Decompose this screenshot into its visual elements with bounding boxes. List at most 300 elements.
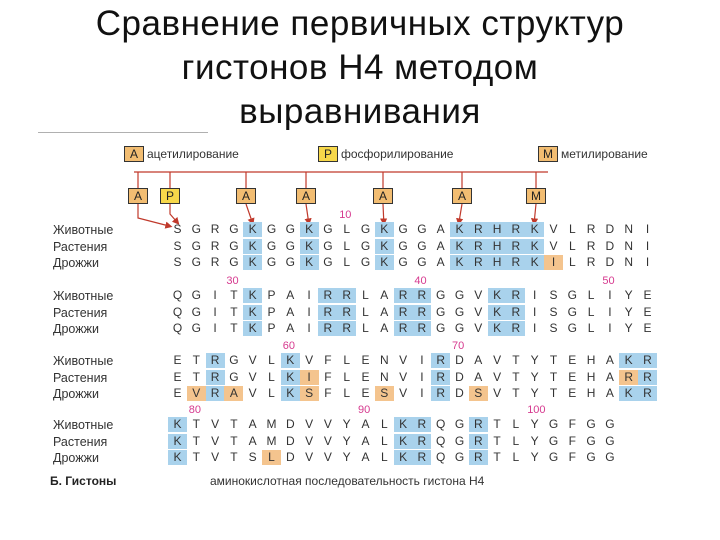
amino-acid-residue: T bbox=[192, 369, 200, 384]
modification-arrow bbox=[306, 204, 309, 222]
modification-arrow bbox=[459, 204, 462, 222]
amino-acid-residue: V bbox=[474, 321, 483, 335]
amino-acid-residue: R bbox=[318, 321, 337, 336]
modification-phospho-box: P bbox=[160, 188, 180, 204]
amino-acid-residue: Y bbox=[624, 321, 633, 335]
amino-acid-residue: R bbox=[318, 288, 337, 303]
amino-acid-residue: L bbox=[343, 238, 351, 253]
amino-acid-residue: G bbox=[436, 321, 446, 335]
amino-acid-residue: I bbox=[533, 288, 537, 302]
amino-acid-residue: G bbox=[229, 222, 239, 236]
legend-acetyl-box: A bbox=[124, 146, 144, 162]
amino-acid-residue: I bbox=[645, 255, 650, 269]
amino-acid-residue: K bbox=[450, 222, 469, 237]
amino-acid-residue: H bbox=[586, 386, 596, 400]
amino-acid-residue: K bbox=[619, 353, 638, 368]
modification-acetyl-box: A bbox=[236, 188, 256, 204]
amino-acid-residue: V bbox=[399, 386, 408, 400]
amino-acid-residue: I bbox=[307, 288, 311, 302]
amino-acid-residue: K bbox=[525, 239, 544, 254]
amino-acid-residue: Y bbox=[530, 417, 539, 431]
amino-acid-residue: L bbox=[512, 450, 520, 464]
amino-acid-residue: K bbox=[300, 255, 319, 270]
amino-acid-residue: K bbox=[375, 222, 394, 237]
species-label: Животные bbox=[53, 289, 114, 303]
amino-acid-residue: K bbox=[619, 386, 638, 401]
amino-acid-residue: R bbox=[394, 288, 413, 303]
legend-methyl-label: метилирование bbox=[561, 147, 648, 161]
amino-acid-residue: R bbox=[506, 239, 525, 254]
amino-acid-residue: R bbox=[638, 353, 657, 368]
residue-position-number: 50 bbox=[602, 275, 615, 287]
amino-acid-residue: K bbox=[488, 321, 507, 336]
amino-acid-residue: S bbox=[375, 386, 394, 401]
amino-acid-residue: G bbox=[229, 353, 239, 367]
amino-acid-residue: V bbox=[305, 450, 314, 464]
amino-acid-residue: L bbox=[268, 353, 275, 367]
amino-acid-residue: Y bbox=[624, 304, 633, 319]
amino-acid-residue: G bbox=[398, 222, 408, 236]
amino-acid-residue: E bbox=[173, 369, 182, 384]
amino-acid-residue: H bbox=[586, 353, 596, 367]
amino-acid-residue: R bbox=[206, 353, 225, 368]
amino-acid-residue: K bbox=[488, 288, 507, 303]
amino-acid-residue: R bbox=[394, 321, 413, 336]
amino-acid-residue: G bbox=[567, 304, 577, 319]
modification-acetyl-box: A bbox=[128, 188, 148, 204]
amino-acid-residue: N bbox=[624, 222, 634, 236]
amino-acid-residue: K bbox=[243, 239, 262, 254]
amino-acid-residue: G bbox=[191, 288, 201, 302]
amino-acid-residue: Q bbox=[436, 450, 446, 464]
amino-acid-residue: V bbox=[211, 433, 220, 448]
amino-acid-residue: L bbox=[343, 369, 351, 384]
amino-acid-residue: F bbox=[568, 433, 576, 448]
amino-acid-residue: R bbox=[412, 305, 431, 320]
amino-acid-residue: V bbox=[248, 369, 257, 384]
amino-acid-residue: G bbox=[605, 450, 615, 464]
modification-arrow bbox=[383, 204, 384, 222]
amino-acid-residue: G bbox=[417, 255, 427, 269]
amino-acid-residue: G bbox=[229, 369, 239, 384]
amino-acid-residue: T bbox=[230, 433, 238, 448]
amino-acid-residue: F bbox=[324, 369, 332, 384]
amino-acid-residue: Y bbox=[530, 386, 539, 400]
amino-acid-residue: L bbox=[380, 433, 388, 448]
amino-acid-residue: F bbox=[324, 386, 332, 400]
amino-acid-residue: N bbox=[379, 369, 389, 384]
amino-acid-residue: Q bbox=[172, 321, 183, 335]
species-label: Дрожжи bbox=[53, 451, 99, 465]
amino-acid-residue: D bbox=[455, 369, 464, 384]
amino-acid-residue: T bbox=[230, 417, 238, 431]
amino-acid-residue: T bbox=[230, 304, 238, 319]
amino-acid-residue: Y bbox=[530, 450, 539, 464]
title-line-3: выравнивания bbox=[239, 92, 481, 130]
modification-acetyl-box: A bbox=[452, 188, 472, 204]
amino-acid-residue: K bbox=[375, 239, 394, 254]
amino-acid-residue: N bbox=[624, 238, 634, 253]
amino-acid-residue: K bbox=[168, 434, 187, 449]
amino-acid-residue: A bbox=[380, 321, 389, 335]
amino-acid-residue: R bbox=[412, 417, 431, 432]
amino-acid-residue: G bbox=[360, 238, 371, 253]
title-line-1: Сравнение первичных структур bbox=[95, 4, 625, 43]
legend-acetyl-label: ацетилирование bbox=[147, 147, 239, 161]
amino-acid-residue: A bbox=[436, 255, 445, 269]
amino-acid-residue: E bbox=[643, 304, 652, 319]
amino-acid-residue: D bbox=[605, 222, 615, 236]
amino-acid-residue: V bbox=[549, 222, 558, 236]
legend-methyl-box: M bbox=[538, 146, 558, 162]
amino-acid-residue: L bbox=[512, 417, 520, 431]
amino-acid-residue: S bbox=[300, 386, 319, 401]
amino-acid-residue: A bbox=[248, 433, 257, 448]
amino-acid-residue: R bbox=[619, 370, 638, 385]
amino-acid-residue: E bbox=[643, 321, 652, 335]
amino-acid-residue: V bbox=[211, 417, 220, 431]
amino-acid-residue: G bbox=[285, 222, 295, 236]
modification-acetyl-box: A bbox=[296, 188, 316, 204]
amino-acid-residue: G bbox=[323, 255, 333, 269]
amino-acid-residue: V bbox=[248, 386, 257, 400]
amino-acid-residue: I bbox=[533, 321, 537, 335]
amino-acid-residue: T bbox=[192, 353, 200, 367]
amino-acid-residue: G bbox=[567, 321, 577, 335]
amino-acid-residue: R bbox=[337, 305, 356, 320]
amino-acid-residue: G bbox=[454, 321, 465, 335]
amino-acid-residue: K bbox=[450, 239, 469, 254]
amino-acid-residue: G bbox=[605, 433, 615, 448]
amino-acid-residue: A bbox=[286, 304, 295, 319]
amino-acid-residue: G bbox=[454, 304, 465, 319]
amino-acid-residue: L bbox=[343, 255, 351, 269]
amino-acid-residue: T bbox=[493, 433, 501, 448]
species-label: Растения bbox=[53, 434, 108, 449]
amino-acid-residue: D bbox=[285, 433, 295, 448]
amino-acid-residue: Y bbox=[530, 433, 539, 448]
amino-acid-residue: S bbox=[549, 304, 558, 319]
amino-acid-residue: A bbox=[380, 288, 389, 302]
amino-acid-residue: V bbox=[323, 417, 332, 431]
amino-acid-residue: V bbox=[549, 238, 558, 253]
amino-acid-residue: I bbox=[307, 321, 311, 335]
amino-acid-residue: T bbox=[230, 321, 238, 335]
amino-acid-residue: M bbox=[266, 433, 277, 448]
species-label: Дрожжи bbox=[53, 322, 99, 336]
amino-acid-residue: G bbox=[454, 288, 465, 302]
amino-acid-residue: G bbox=[454, 433, 465, 448]
amino-acid-residue: V bbox=[211, 450, 220, 464]
amino-acid-residue: V bbox=[305, 353, 314, 367]
amino-acid-residue: K bbox=[168, 450, 187, 465]
amino-acid-residue: Y bbox=[342, 417, 351, 431]
amino-acid-residue: E bbox=[361, 353, 370, 367]
amino-acid-residue: T bbox=[493, 450, 501, 464]
amino-acid-residue: A bbox=[605, 353, 614, 367]
amino-acid-residue: S bbox=[248, 450, 257, 464]
amino-acid-residue: R bbox=[318, 305, 337, 320]
amino-acid-residue: G bbox=[548, 433, 559, 448]
amino-acid-residue: T bbox=[192, 417, 200, 431]
amino-acid-residue: L bbox=[587, 321, 595, 335]
figure-caption-text: аминокислотная последовательность гистона Н4 bbox=[210, 474, 485, 488]
modification-arrow bbox=[246, 204, 252, 222]
modification-methyl-box: M bbox=[526, 188, 546, 204]
amino-acid-residue: G bbox=[548, 417, 559, 431]
amino-acid-residue: L bbox=[587, 288, 595, 302]
amino-acid-residue: G bbox=[586, 417, 596, 431]
amino-acid-residue: E bbox=[568, 369, 577, 384]
species-label: Растения bbox=[53, 239, 108, 254]
amino-acid-residue: R bbox=[337, 321, 356, 336]
amino-acid-residue: E bbox=[568, 386, 577, 400]
amino-acid-residue: D bbox=[455, 353, 464, 367]
amino-acid-residue: Q bbox=[436, 433, 446, 448]
amino-acid-residue: S bbox=[469, 386, 488, 401]
species-label: Животные bbox=[53, 354, 114, 368]
amino-acid-residue: K bbox=[281, 353, 300, 368]
amino-acid-residue: G bbox=[360, 255, 371, 269]
amino-acid-residue: I bbox=[533, 304, 537, 319]
amino-acid-residue: K bbox=[168, 417, 187, 432]
amino-acid-residue: G bbox=[586, 450, 596, 464]
amino-acid-residue: L bbox=[362, 321, 369, 335]
residue-position-number: 100 bbox=[527, 404, 546, 416]
amino-acid-residue: A bbox=[224, 386, 243, 401]
residue-position-number: 90 bbox=[358, 404, 371, 416]
amino-acid-residue: L bbox=[268, 369, 275, 384]
amino-acid-residue: H bbox=[488, 239, 507, 254]
amino-acid-residue: E bbox=[361, 386, 370, 400]
amino-acid-residue: R bbox=[506, 288, 525, 303]
amino-acid-residue: D bbox=[285, 417, 295, 431]
amino-acid-residue: K bbox=[525, 255, 544, 270]
amino-acid-residue: G bbox=[417, 238, 427, 253]
amino-acid-residue: I bbox=[213, 321, 217, 335]
amino-acid-residue: G bbox=[191, 321, 201, 335]
amino-acid-residue: R bbox=[206, 370, 225, 385]
amino-acid-residue: I bbox=[213, 288, 217, 302]
amino-acid-residue: Y bbox=[342, 450, 351, 464]
amino-acid-residue: A bbox=[436, 222, 445, 236]
amino-acid-residue: H bbox=[488, 222, 507, 237]
species-label: Растения bbox=[53, 370, 108, 385]
amino-acid-residue: R bbox=[431, 386, 450, 401]
amino-acid-residue: G bbox=[191, 255, 201, 269]
amino-acid-residue: R bbox=[506, 255, 525, 270]
amino-acid-residue: K bbox=[300, 239, 319, 254]
amino-acid-residue: V bbox=[474, 288, 483, 302]
amino-acid-residue: G bbox=[285, 255, 295, 269]
amino-acid-residue: K bbox=[243, 288, 262, 303]
amino-acid-residue: K bbox=[243, 305, 262, 320]
amino-acid-residue: R bbox=[412, 434, 431, 449]
amino-acid-residue: R bbox=[412, 450, 431, 465]
amino-acid-residue: G bbox=[266, 222, 277, 236]
amino-acid-residue: G bbox=[360, 222, 371, 236]
amino-acid-residue: G bbox=[398, 255, 408, 269]
amino-acid-residue: F bbox=[568, 417, 576, 431]
amino-acid-residue: V bbox=[323, 433, 332, 448]
amino-acid-residue: Q bbox=[172, 288, 183, 302]
amino-acid-residue: Y bbox=[530, 369, 539, 384]
amino-acid-residue: A bbox=[361, 450, 370, 464]
amino-acid-residue: R bbox=[469, 239, 488, 254]
amino-acid-residue: L bbox=[512, 433, 520, 448]
amino-acid-residue: I bbox=[608, 288, 612, 302]
amino-acid-residue: T bbox=[230, 288, 238, 302]
amino-acid-residue: T bbox=[512, 353, 520, 367]
amino-acid-residue: K bbox=[394, 450, 413, 465]
amino-acid-residue: G bbox=[229, 238, 239, 253]
amino-acid-residue: R bbox=[586, 222, 596, 236]
amino-acid-residue: K bbox=[394, 417, 413, 432]
amino-acid-residue: G bbox=[323, 222, 333, 236]
amino-acid-residue: M bbox=[266, 417, 277, 431]
amino-acid-residue: K bbox=[300, 222, 319, 237]
amino-acid-residue: G bbox=[454, 417, 465, 431]
amino-acid-residue: A bbox=[361, 433, 370, 448]
amino-acid-residue: A bbox=[286, 321, 295, 335]
amino-acid-residue: D bbox=[605, 255, 615, 269]
amino-acid-residue: R bbox=[431, 353, 450, 368]
amino-acid-residue: L bbox=[380, 417, 388, 431]
amino-acid-residue: R bbox=[210, 238, 220, 253]
amino-acid-residue: Y bbox=[624, 288, 633, 302]
amino-acid-residue: S bbox=[549, 321, 558, 335]
amino-acid-residue: I bbox=[608, 304, 612, 319]
amino-acid-residue: K bbox=[488, 305, 507, 320]
amino-acid-residue: G bbox=[285, 238, 295, 253]
amino-acid-residue: H bbox=[488, 255, 507, 270]
amino-acid-residue: R bbox=[469, 434, 488, 449]
amino-acid-residue: G bbox=[266, 255, 277, 269]
amino-acid-residue: P bbox=[267, 321, 276, 335]
amino-acid-residue: G bbox=[266, 238, 277, 253]
amino-acid-residue: A bbox=[380, 304, 389, 319]
amino-acid-residue: G bbox=[605, 417, 615, 431]
residue-position-number: 70 bbox=[452, 340, 465, 352]
amino-acid-residue: R bbox=[586, 255, 596, 269]
amino-acid-residue: D bbox=[605, 238, 615, 253]
amino-acid-residue: L bbox=[343, 222, 351, 236]
residue-position-number: 80 bbox=[188, 404, 202, 416]
amino-acid-residue: I bbox=[544, 255, 563, 270]
amino-acid-residue: A bbox=[361, 417, 370, 431]
amino-acid-residue: R bbox=[506, 321, 525, 336]
amino-acid-residue: A bbox=[605, 369, 614, 384]
amino-acid-residue: V bbox=[474, 304, 483, 319]
amino-acid-residue: G bbox=[567, 288, 577, 302]
amino-acid-residue: E bbox=[568, 353, 577, 367]
modification-acetyl-box: A bbox=[373, 188, 393, 204]
amino-acid-residue: I bbox=[213, 304, 217, 319]
amino-acid-residue: S bbox=[173, 255, 182, 269]
amino-acid-residue: N bbox=[379, 353, 389, 367]
amino-acid-residue: K bbox=[243, 321, 262, 336]
figure-caption-label: Б. Гистоны bbox=[50, 474, 117, 488]
amino-acid-residue: T bbox=[493, 417, 501, 431]
amino-acid-residue: T bbox=[192, 433, 200, 448]
amino-acid-residue: V bbox=[323, 450, 332, 464]
amino-acid-residue: I bbox=[420, 353, 424, 367]
amino-acid-residue: T bbox=[549, 386, 558, 400]
amino-acid-residue: R bbox=[412, 288, 431, 303]
amino-acid-residue: V bbox=[399, 369, 408, 384]
title-line-2: гистонов Н4 методом bbox=[181, 48, 539, 87]
amino-acid-residue: G bbox=[417, 222, 427, 236]
amino-acid-residue: V bbox=[187, 386, 206, 401]
amino-acid-residue: K bbox=[281, 370, 300, 385]
residue-position-number: 40 bbox=[414, 275, 427, 287]
amino-acid-residue: R bbox=[469, 255, 488, 270]
amino-acid-residue: E bbox=[173, 386, 182, 400]
amino-acid-residue: R bbox=[206, 386, 225, 401]
amino-acid-residue: R bbox=[337, 288, 356, 303]
amino-acid-residue: R bbox=[638, 386, 657, 401]
amino-acid-residue: V bbox=[493, 369, 502, 384]
amino-acid-residue: L bbox=[362, 288, 369, 302]
amino-acid-residue: R bbox=[469, 417, 488, 432]
amino-acid-residue: D bbox=[455, 386, 464, 400]
amino-acid-residue: T bbox=[230, 450, 238, 464]
amino-acid-residue: R bbox=[412, 321, 431, 336]
amino-acid-residue: K bbox=[281, 386, 300, 401]
amino-acid-residue: I bbox=[307, 304, 311, 319]
amino-acid-residue: P bbox=[267, 304, 276, 319]
amino-acid-residue: K bbox=[375, 255, 394, 270]
amino-acid-residue: R bbox=[506, 305, 525, 320]
amino-acid-residue: A bbox=[605, 386, 614, 400]
amino-acid-residue: E bbox=[361, 369, 370, 384]
amino-acid-residue: L bbox=[568, 222, 576, 236]
residue-position-number: 60 bbox=[282, 340, 296, 352]
amino-acid-residue: D bbox=[285, 450, 295, 464]
amino-acid-residue: R bbox=[431, 370, 450, 385]
amino-acid-residue: G bbox=[548, 450, 559, 464]
species-label: Животные bbox=[53, 223, 114, 237]
amino-acid-residue: L bbox=[343, 353, 351, 367]
amino-acid-residue: G bbox=[436, 288, 446, 302]
amino-acid-residue: G bbox=[454, 450, 465, 464]
amino-acid-residue: I bbox=[420, 369, 424, 384]
amino-acid-residue: E bbox=[643, 288, 652, 302]
amino-acid-residue: R bbox=[638, 370, 657, 385]
amino-acid-residue: N bbox=[624, 255, 634, 269]
amino-acid-residue: G bbox=[191, 238, 201, 253]
amino-acid-residue: V bbox=[305, 417, 314, 431]
amino-acid-residue: R bbox=[394, 305, 413, 320]
amino-acid-residue: I bbox=[645, 222, 650, 236]
amino-acid-residue: T bbox=[512, 386, 520, 400]
species-label: Растения bbox=[53, 305, 108, 320]
species-label: Дрожжи bbox=[53, 256, 99, 270]
amino-acid-residue: A bbox=[474, 369, 483, 384]
residue-position-number: 10 bbox=[339, 209, 352, 221]
amino-acid-residue: K bbox=[450, 255, 469, 270]
amino-acid-residue: R bbox=[506, 222, 525, 237]
residue-position-number: 30 bbox=[226, 275, 239, 287]
legend-phospho-label: фосфорилирование bbox=[341, 147, 454, 161]
amino-acid-residue: G bbox=[398, 238, 408, 253]
amino-acid-residue: F bbox=[568, 450, 576, 464]
amino-acid-residue: Q bbox=[172, 304, 183, 319]
amino-acid-residue: V bbox=[399, 353, 408, 367]
amino-acid-residue: K bbox=[243, 222, 262, 237]
legend-phospho-box: P bbox=[318, 146, 338, 162]
amino-acid-residue: Q bbox=[436, 417, 446, 431]
